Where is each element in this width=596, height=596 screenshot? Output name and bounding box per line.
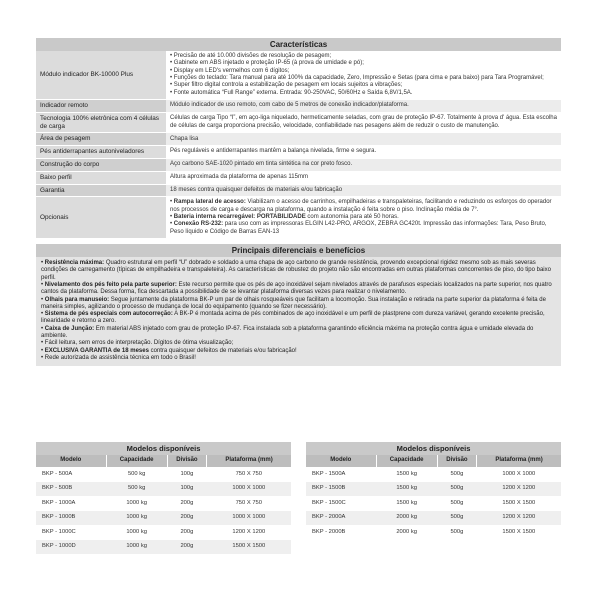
spec-label: Área de pesagem: [36, 133, 166, 146]
spec-list-item: • Gabinete em ABS injetado e proteção IP-65 (à prova de umidade e pó);: [170, 60, 557, 67]
models-row: [36, 496, 291, 511]
differential-bold: Resistência máxima:: [44, 259, 105, 266]
models-cell: 500 kg: [106, 482, 167, 497]
spec-value: [166, 51, 561, 99]
spec-list-item: [170, 199, 557, 214]
models-header: Divisão: [167, 455, 206, 467]
spec-row: [36, 158, 561, 171]
models-cell: 1500 kg: [396, 499, 417, 506]
models-cell: BKP - 500B: [36, 482, 106, 497]
models-cell: 750 X 750: [235, 499, 263, 506]
models-cell: 1000 kg: [126, 528, 147, 535]
models-row: [36, 467, 291, 482]
models-cell: 1000 X 1000: [207, 511, 291, 526]
specs-title: Características: [36, 38, 561, 51]
spec-list: [170, 53, 557, 97]
spec-value: Pés reguláveis e antiderrapantes mantêm a balança nivelada, firme e segura.: [166, 146, 561, 159]
spec-label: Módulo indicador BK-10000 Plus: [36, 51, 166, 99]
models-header: Modelo: [36, 455, 106, 467]
models-cell: 200g: [180, 499, 194, 506]
models-header: Capacidade: [376, 455, 437, 467]
differential-text: Segue juntamente da plataforma BK-P um par de olhais rosqueáveis que facilitam a locomoção. Sua instalação e retirada na parte superior da plataforma é feita de maneira simples, agilizando o processo de mudança de local do equipamento (quando se fizer necessário).: [41, 296, 546, 310]
models-cell: 1000 kg: [106, 511, 167, 526]
differential-bold: Nivelamento dos pés feito pela parte superior:: [44, 281, 177, 288]
differential-item: • Caixa de Junção: Em material ABS injetado com grau de proteção IP-67. Fica instalada sob a plataforma garantindo eficiência máxima na proteção contra água e umidade elevada do ambiente.: [41, 325, 534, 340]
spec-list-item: • Super filtro digital controla a estabilização de pesagem em locais sujeitos a vibrações;: [170, 82, 557, 89]
differential-item: • Rede autorizada de assistência técnica em todo o Brasil!: [41, 355, 196, 361]
differential-text: A BK-P é montada acima de pés combinados de aço inoxidável e um perfil de plastprene com dureza variável, gerando excelente precisão, linearidade e retorno a zero.: [41, 311, 545, 325]
models-title-right: Modelos disponíveis: [306, 442, 561, 455]
specs-table: [36, 51, 561, 239]
spec-list: [170, 199, 557, 236]
models-cell: BKP - 2000A: [306, 511, 376, 526]
models-cell: 200g: [167, 511, 206, 526]
models-cell: 1500 X 1500: [207, 540, 291, 555]
models-cell: BKP - 1500C: [312, 499, 346, 506]
models-table-right: [306, 442, 561, 540]
spec-row: [36, 133, 561, 146]
models-header: Plataforma (mm): [207, 455, 291, 467]
differential-bold: Caixa de Junção:: [44, 325, 95, 332]
differential-bold: Olhais para manuseio:: [44, 296, 110, 303]
product-sheet: [36, 38, 561, 366]
models-title-left: Modelos disponíveis: [36, 442, 291, 455]
models-cell: 500g: [437, 511, 476, 526]
models-cell: BKP - 1000B: [36, 511, 106, 526]
spec-item-bold: Conexão RS-232:: [173, 221, 224, 228]
spec-row: [36, 184, 561, 197]
differential-item: • Nivelamento dos pés feito pela parte superior: Este recurso permite que os pés de aço inoxidável sejam nivelados através de parafusos especiais localizados na parte superior, nos quatro cantos da plataforma. Dessa forma, fica descartada a possibilidade de se levantar plataforma diversas vezes para realizar o nivelamento.: [41, 281, 552, 296]
spec-row: [36, 99, 561, 112]
spec-list-item: [170, 221, 557, 236]
differential-item: • Fácil leitura, sem erros de interpretação. Dígitos de ótima visualização;: [41, 340, 234, 347]
models-row: [306, 496, 561, 511]
spec-value: Chapa lisa: [166, 133, 561, 146]
spec-row: [36, 146, 561, 159]
differential-item: • EXCLUSIVA GARANTIA de 18 meses contra quaisquer defeitos de materiais e/ou fabricação!: [41, 347, 297, 354]
models-cell: BKP - 1000C: [42, 528, 76, 535]
models-cell: 1500 X 1500: [502, 499, 536, 506]
differentials-title: Principais diferenciais e benefícios: [36, 244, 561, 257]
models-row: [36, 482, 291, 497]
spec-item-text: para uso com as impressoras ELGIN L42-PRO, ARGOX, ZEBRA GC420t. Impressão das informações: Tara, Peso Bruto, Peso líquido e Código de Barras EAN-13: [170, 221, 547, 235]
models-cell: 1200 X 1200: [477, 482, 561, 497]
spec-list-item: • Precisão de até 10.000 divisões de resolução de pesagem;: [170, 53, 557, 60]
spec-value: [166, 197, 561, 239]
differential-bold: Sistema de pés especiais com autocorreção:: [44, 311, 173, 318]
models-cell: 200g: [167, 540, 206, 555]
models-cell: 200g: [180, 528, 194, 535]
models-cell: BKP - 2000B: [312, 528, 346, 535]
models-cell: BKP - 1000D: [36, 540, 106, 555]
models-cell: 500g: [450, 470, 464, 477]
models-cell: 1000 kg: [126, 499, 147, 506]
spec-value: Módulo indicador de uso remoto, com cabo de 5 metros de conexão indicador/plataforma.: [166, 99, 561, 112]
models-row: [36, 525, 291, 540]
models-table-left: [36, 442, 291, 554]
differential-text: Quadro estrutural em perfil “U” dobrado e soldado a uma chapa de aço carbono de grande resistência, provendo excepcional rigidez mesmo sob as mais severas condições de carregamento (típicas de empilhadeira e transpaleteira). As características de robustez do projeto não são encontradas em outras plataformas concorrentes de piso, do tipo baixo perfil.: [41, 259, 551, 281]
models-cell: 750 X 750: [235, 470, 263, 477]
spec-list-item: • Fonte automática “Full Range” externa. Entrada: 90-250VAC, 50/60Hz e Saída 6,8V/1,5A.: [170, 90, 557, 97]
models-cell: 2000 kg: [376, 511, 437, 526]
models-cell: BKP - 1500A: [312, 470, 346, 477]
spec-row: [36, 112, 561, 133]
spec-row: [36, 197, 561, 239]
models-cell: 1000 X 1000: [207, 482, 291, 497]
models-cell: 500 kg: [127, 470, 146, 477]
models-cell: 1200 X 1200: [477, 511, 561, 526]
spec-label: Opcionais: [36, 197, 166, 239]
differential-text: Em material ABS injetado com grau de proteção IP-67. Fica instalada sob a plataforma garantindo eficiência máxima na proteção contra água e umidade elevada do ambiente.: [41, 325, 534, 340]
spec-label: Tecnologia 100% eletrônica com 4 células de carga: [36, 112, 166, 133]
models-cell: 500g: [437, 482, 476, 497]
models-cell: 1500 kg: [396, 470, 417, 477]
differential-bold: EXCLUSIVA GARANTIA de 18 meses: [44, 347, 149, 354]
differential-text: Fácil leitura, sem erros de interpretação. Dígitos de ótima visualização;: [44, 340, 234, 347]
differential-item: • Resistência máxima: Quadro estrutural em perfil “U” dobrado e soldado a uma chapa de aço carbono de grande resistência, provendo excepcional rigidez mesmo sob as mais severas condições de carregamento (típicas de empilhadeira e transpaleteira). As características de robustez do projeto não são encontradas em outras plataformas concorrentes de piso, do tipo baixo perfil.: [41, 259, 551, 281]
spec-value: Altura aproximada da plataforma de apenas 115mm: [166, 171, 561, 184]
models-cell: 2000 kg: [396, 528, 417, 535]
spec-item-text: com autonomia para até 50 horas.: [305, 214, 399, 220]
models-cell: 1000 kg: [106, 540, 167, 555]
spec-value: Células de carga Tipo “I”, em aço-liga niquelado, hermeticamente seladas, com grau de proteção IP-67. Totalmente à prova d' água. Esta escolha de células de carga proporciona precisão, velocidade, confiabilidade nas pesagens além de reduzir o custo de manutenção.: [166, 112, 561, 133]
models-row: [36, 511, 291, 526]
spec-list-item: • Funções do teclado: Tara manual para até 100% da capacidade, Zero, Impressão e Setas (para cima e para baixo) para Tara Programável;: [170, 75, 557, 82]
models-cell: 500g: [450, 499, 464, 506]
spec-list-item: [170, 214, 557, 221]
models-row: [306, 511, 561, 526]
models-row: [306, 467, 561, 482]
differential-item: • Sistema de pés especiais com autocorreção: A BK-P é montada acima de pés combinados de aço inoxidável e um perfil de plastprene com dureza variável, gerando excelente precisão, linearidade e retorno a zero.: [41, 311, 545, 325]
models-cell: 500g: [450, 528, 464, 535]
models-cell: 100g: [167, 482, 206, 497]
spec-item-bold: Bateria interna recarregável: PORTABILIDADE: [173, 214, 306, 220]
spec-label: Construção do corpo: [36, 158, 166, 171]
models-row: [306, 482, 561, 497]
spec-row: [36, 51, 561, 99]
differential-text: contra quaisquer defeitos de materiais e/ou fabricação!: [148, 347, 297, 354]
spec-label: Indicador remoto: [36, 99, 166, 112]
models-cell: 1500 kg: [376, 482, 437, 497]
spec-label: Baixo perfil: [36, 171, 166, 184]
models-cell: 100g: [180, 470, 194, 477]
spec-value: Aço carbono SAE-1020 pintado em tinta sintética na cor preto fosco.: [166, 158, 561, 171]
models-cell: BKP - 1500B: [306, 482, 376, 497]
differential-item: • Olhais para manuseio: Segue juntamente da plataforma BK-P um par de olhais rosqueáveis que facilitam a locomoção. Sua instalação e retirada na parte superior da plataforma é feita de maneira simples, agilizando o processo de mudança de local do equipamento (quando se fizer necessário).: [41, 296, 546, 310]
models-cell: BKP - 500A: [42, 470, 73, 477]
spec-value: 18 meses contra quaisquer defeitos de materiais e/ou fabricação: [166, 184, 561, 197]
models-cell: 1000 X 1000: [502, 470, 536, 477]
differential-text: Este recurso permite que os pés de aço inoxidável sejam nivelados através de parafusos especiais localizados na parte superior, nos quatro cantos da plataforma. Dessa forma, fica descartada a possibilidade de se levantar plataforma diversas vezes para realizar o nivelamento.: [41, 281, 552, 296]
differential-text: Rede autorizada de assistência técnica em todo o Brasil!: [44, 355, 196, 361]
spec-item-bold: Rampa lateral de acesso:: [173, 199, 246, 206]
models-cell: BKP - 1000A: [42, 499, 76, 506]
models-header: Modelo: [306, 455, 376, 467]
models-row: [36, 540, 291, 555]
models-header: Divisão: [437, 455, 476, 467]
spec-list-item: • Display em LED's vermelhos com 6 dígitos;: [170, 68, 557, 75]
models-header: Plataforma (mm): [477, 455, 561, 467]
spec-item-text: Viabilizam o acesso de carrinhos, empilhadeiras e transpaleteiras, facilitando e reduzindo os esforços do operador nos processos de carga e descarga na plataforma, quando a instalação é feita sobre o piso. Inclinação média de 7°.: [170, 199, 552, 213]
spec-row: [36, 171, 561, 184]
models-row: [306, 525, 561, 540]
differentials-body: [36, 257, 561, 366]
spec-label: Garantia: [36, 184, 166, 197]
models-cell: 1200 X 1200: [232, 528, 266, 535]
spec-label: Pés antiderrapantes autoniveladores: [36, 146, 166, 159]
models-cell: 1500 X 1500: [502, 528, 536, 535]
models-section: [36, 442, 561, 572]
models-header: Capacidade: [106, 455, 167, 467]
